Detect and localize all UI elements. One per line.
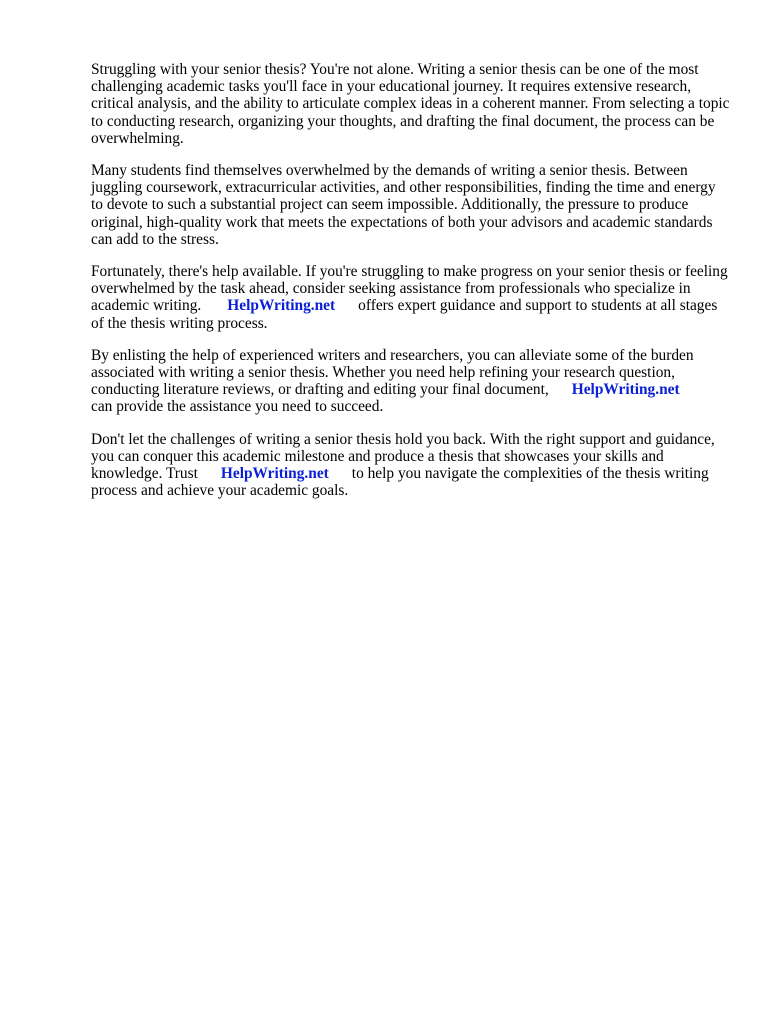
helpwriting-link[interactable]: HelpWriting.net	[227, 297, 336, 315]
helpwriting-link[interactable]: HelpWriting.net	[220, 465, 329, 483]
paragraph-enlisting-help	[91, 347, 731, 416]
paragraph-intro: Struggling with your senior thesis? You're not alone. Writing a senior thesis can be one of the most challenging academic tasks you'll face in your educational journey. It requires extensive research, critical analysis, and the ability to articulate complex ideas in a coherent manner. From selecting a topic to conducting research, organizing your thoughts, and drafting the final document, the process can be overwhelming.	[91, 61, 730, 147]
paragraph-conclusion	[91, 431, 731, 500]
paragraph-text: offers expert guidance and support to students at all stages of the thesis writing process.	[91, 297, 718, 332]
paragraph-text: Fortunately, there's help available. If you're struggling to make progress on your senior thesis or feeling overwhelmed by the task ahead, consider seeking assistance from professionals who specialize in academic writing.	[91, 263, 728, 315]
paragraph-text: By enlisting the help of experienced writers and researchers, you can alleviate some of the burden associated with writing a senior thesis. Whether you need help refining your research question, conducting literature reviews, or drafting and editing your final document,	[91, 346, 694, 399]
paragraph-help-available	[91, 263, 731, 332]
paragraph-text: Don't let the challenges of writing a senior thesis hold you back. With the right support and guidance, you can conquer this academic milestone and produce a thesis that showcases your skills and knowledge. Trust	[91, 430, 715, 483]
paragraph-text: can provide the assistance you need to succeed.	[91, 398, 384, 416]
paragraph-overwhelmed: Many students find themselves overwhelmed by the demands of writing a senior thesis. Between juggling coursework, extracurricular activities, and other responsibilities, finding the time and energy to devote to such a substantial project can seem impossible. Additionally, the pressure to produce original, high-quality work that meets the expectations of both your advisors and academic standards can add to the stress.	[91, 162, 716, 248]
document-body	[91, 61, 731, 514]
helpwriting-link[interactable]: HelpWriting.net	[571, 381, 680, 399]
paragraph-text: to help you navigate the complexities of the thesis writing process and achieve your academic goals.	[91, 465, 709, 500]
